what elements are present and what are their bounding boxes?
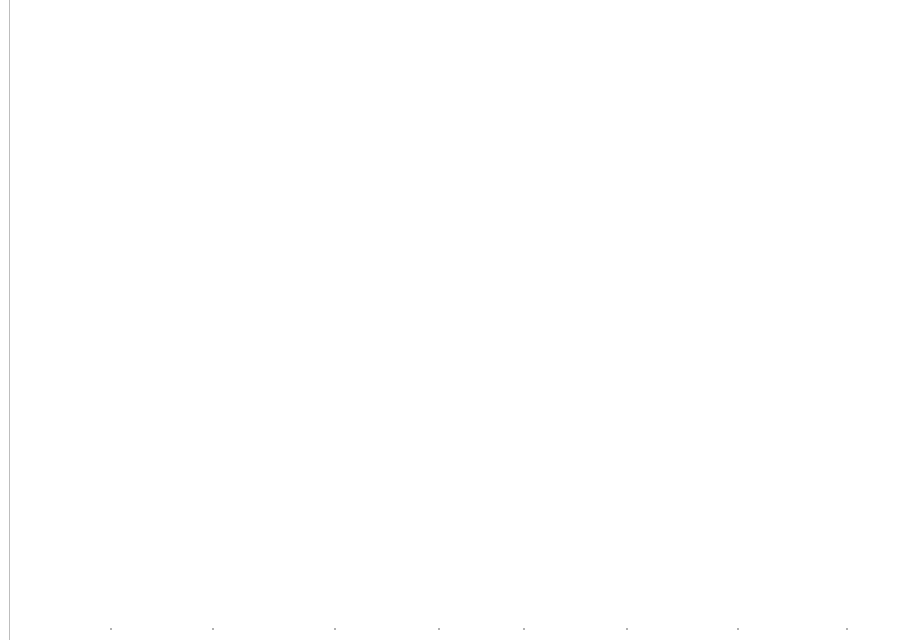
- scan-edge-line: [9, 0, 10, 640]
- scan-dots: [0, 628, 905, 634]
